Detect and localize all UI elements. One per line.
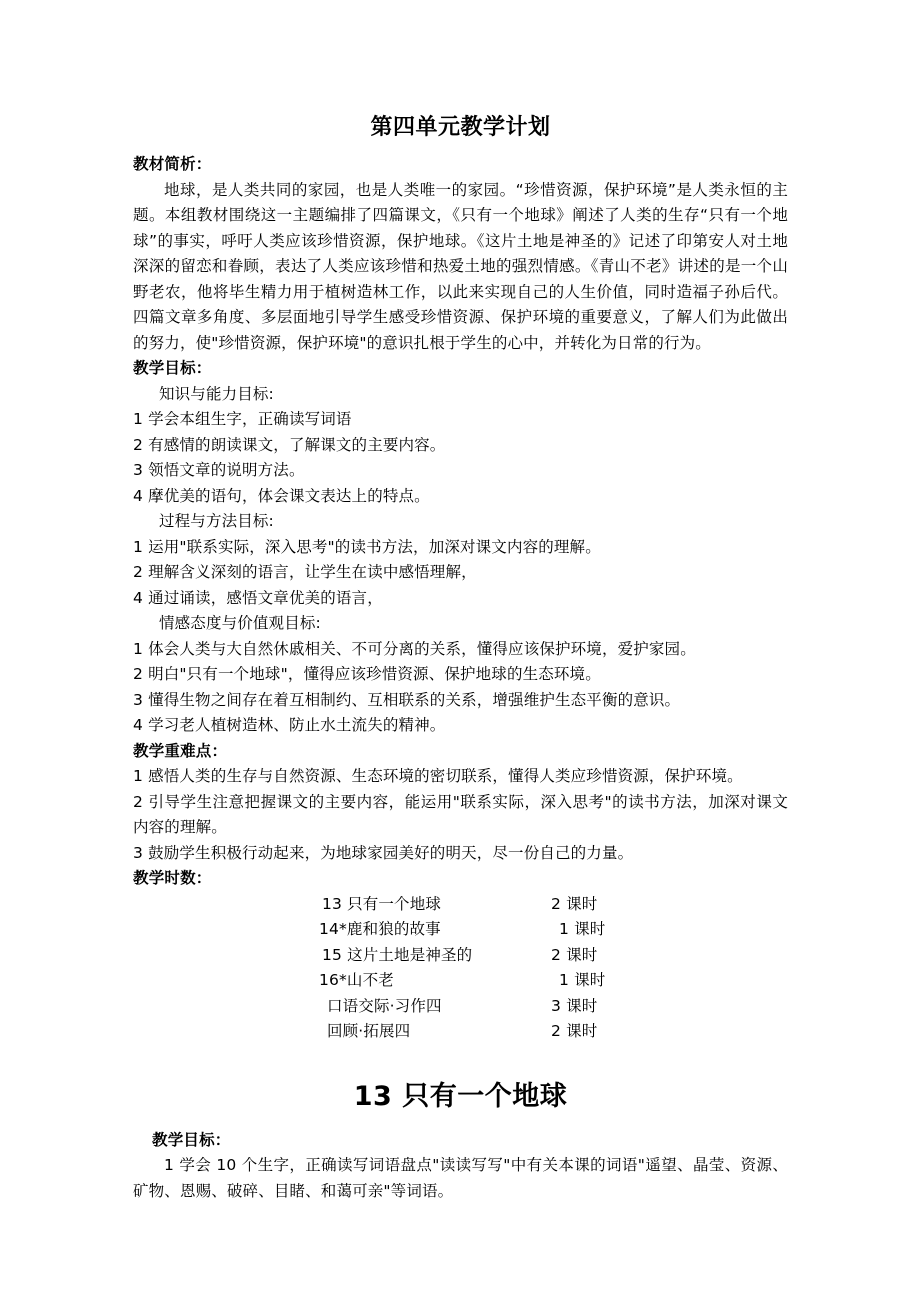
goal-item: 1 学会本组生字，正确读写词语 [133,410,352,428]
goal-item: 2 有感情的朗读课文，了解课文的主要内容。 [133,435,446,454]
goal-item: 1 体会人类与大自然休戚相关、不可分离的关系，懂得应该保护环境，爱护家园。 [133,639,696,658]
lesson-hours: 1 课时 [559,920,606,938]
goal-group-label-knowledge: 知识与能力目标: [159,384,274,403]
table-row [133,1019,788,1045]
table-row [133,892,788,918]
lesson-name: 回顾·拓展四 [327,1022,411,1040]
section-heading-lesson-goals: 教学目标： [152,1130,231,1149]
lesson-hours: 2 课时 [551,1022,598,1040]
goal-item: 3 领悟文章的说明方法。 [133,461,305,479]
goal-item: 2 理解含义深刻的语言，让学生在读中感悟理解， [133,563,477,581]
goal-item: 4 通过诵读，感悟文章优美的语言， [133,588,383,607]
table-row [133,943,788,969]
lesson-name: 13 只有一个地球 [322,894,442,913]
document-body [133,0,788,1204]
goal-item: 3 懂得生物之间存在着互相制约、互相联系的关系，增强维护生态平衡的意识。 [133,690,681,709]
lesson-name: 15 这片土地是神圣的 [322,945,473,964]
lesson-goals-paragraph: 1 学会 10 个生字，正确读写词语盘点"读读写写"中有关本课的词语"遥望、晶莹、资源、矿物、恩赐、破碎、目睹、和蔼可亲"等词语。 [133,1156,788,1200]
lesson-name: 口语交际·习作四 [327,996,442,1015]
materials-analysis-paragraph: 地球，是人类共同的家园，也是人类唯一的家园。“珍惜资源，保护环境”是人类永恒的主题。本组教材围绕这一主题编排了四篇课文，《只有一个地球》阐述了人类的生存“只有一个地球”的事实，呼吁人类应该珍惜资源，保护地球。《这片土地是神圣的》记述了印第安人对土地深深的留恋和眷顾，表达了人类应该珍惜和热爱土地的强烈情感。《青山不老》讲述的是一个山野老农，他将毕生精力用于植树造林工作，以此来实现自己的人生价值，同时造福子孙后代。四篇文章多角度、多层面地引导学生感受珍惜资源、保护环境的重要意义，了解人们为此做出的努力，使"珍惜资源，保护环境"的意识扎根于学生的心中，并转化为日常的行为。 [133,180,788,352]
section-heading-materials-analysis: 教材简析： [133,155,212,173]
goal-item: 4 摩优美的语句，体会课文表达上的特点。 [133,486,430,505]
table-row [133,968,788,994]
lesson-name: 16*山不老 [319,971,394,989]
lesson-hours: 3 课时 [551,996,598,1015]
goal-group-label-emotion: 情感态度与价值观目标: [159,614,321,632]
key-difficulty-item: 1 感悟人类的生存与自然资源、生态环境的密切联系，懂得人类应珍惜资源，保护环境。 [133,767,743,785]
key-difficulty-item: 3 鼓励学生积极行动起来，为地球家园美好的明天，尽一份自己的力量。 [133,843,634,862]
page-title: 第四单元教学计划 [370,115,551,140]
goal-group-label-process: 过程与方法目标: [159,512,274,530]
section-heading-key-difficulties: 教学重难点： [133,741,228,760]
lesson-hours: 2 课时 [551,894,598,913]
section-heading-teaching-goals: 教学目标： [133,359,212,377]
key-difficulty-item: 2 引导学生注意把握课文的主要内容，能运用"联系实际，深入思考"的读书方法，加深对课文内容的理解。 [133,792,788,836]
class-hours-table [133,892,788,1045]
lesson-name: 14*鹿和狼的故事 [319,920,441,938]
goal-item: 4 学习老人植树造林、防止水土流失的精神。 [133,716,446,734]
table-row [133,994,788,1020]
table-row [133,917,788,943]
lesson-hours: 1 课时 [559,971,606,989]
goal-item: 2 明白"只有一个地球"，懂得应该珍惜资源、保护地球的生态环境。 [133,665,601,683]
lesson-title: 13 只有一个地球 [353,1080,568,1112]
section-heading-class-hours: 教学时数： [133,869,212,887]
goal-item: 1 运用"联系实际，深入思考"的读书方法，加深对课文内容的理解。 [133,537,601,556]
lesson-hours: 2 课时 [551,945,598,964]
